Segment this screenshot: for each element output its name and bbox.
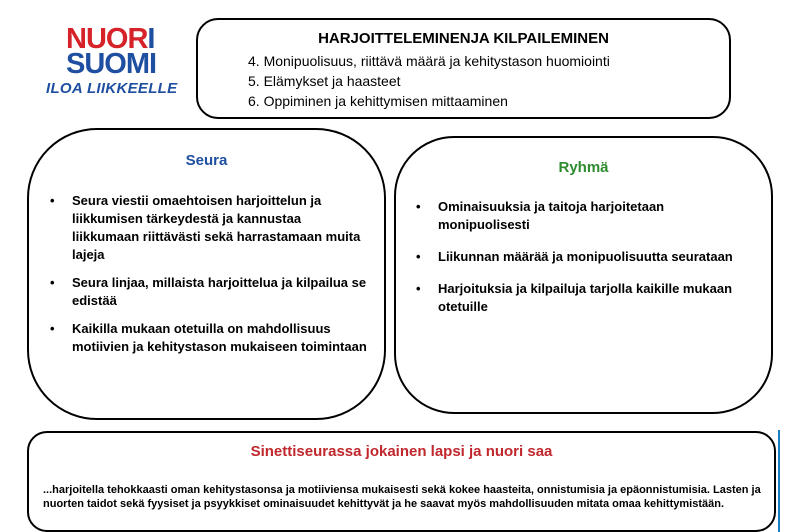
summary-title: Sinettiseurassa jokainen lapsi ja nuori saa (250, 443, 553, 460)
seura-title: Seura (185, 152, 228, 169)
header-item: 4. Monipuolisuus, riittävä määrä ja kehitystason huomiointi (248, 53, 610, 69)
nuori-suomi-logo (46, 22, 192, 102)
summary-box (27, 431, 776, 532)
ryhma-list (416, 198, 756, 330)
logo-nuor-letters: NUOR (66, 23, 148, 55)
list-item: • Seura linjaa, millaista harjoittelua ja kilpailua se edistää (50, 274, 370, 310)
list-item: • Seura viestii omaehtoisen harjoittelun ja liikkumisen tärkeydestä ja kannustaa liikkumaan riittävästi sekä harrastamaan muita lajeja (50, 192, 370, 264)
list-item: • Ominaisuuksia ja taitoja harjoitetaan monipuolisesti (416, 198, 756, 234)
ryhma-box (394, 136, 773, 414)
header-item: 6. Oppiminen ja kehittymisen mittaaminen (248, 93, 508, 109)
ryhma-title: Ryhmä (558, 159, 609, 176)
logo-tagline: ILOA LIIKKEELLE (46, 80, 178, 97)
list-item: • Liikunnan määrää ja monipuolisuutta seurataan (416, 248, 756, 266)
accent-edge-line (778, 430, 780, 532)
header-box (196, 18, 731, 119)
logo-line-suomi: SUOMI (66, 48, 157, 80)
summary-text: ...harjoitella tehokkaasti oman kehitystasonsa ja motiiviensa mukaisesti sekä kokee haasteita, onnistumisia ja epäonnistumisia. Lasten ja nuorten taidot sekä fyysiset ja psyykkiset ominaisuudet kehittyvät ja he saavat myös mahdollisuuden mitata omaa kehittymistään. (43, 484, 761, 510)
logo-i-letter: I (147, 23, 155, 55)
list-item: • Kaikilla mukaan otetuilla on mahdollisuus motiivien ja kehitystason mukaiseen toimintaan (50, 320, 370, 356)
seura-list (50, 192, 370, 366)
header-item: 5. Elämykset ja haasteet (248, 73, 401, 89)
list-item: • Harjoituksia ja kilpailuja tarjolla kaikille mukaan otetuille (416, 280, 756, 316)
header-title: HARJOITTELEMINENJA KILPAILEMINEN (318, 30, 609, 47)
seura-box (27, 128, 386, 420)
header-list (248, 51, 610, 111)
